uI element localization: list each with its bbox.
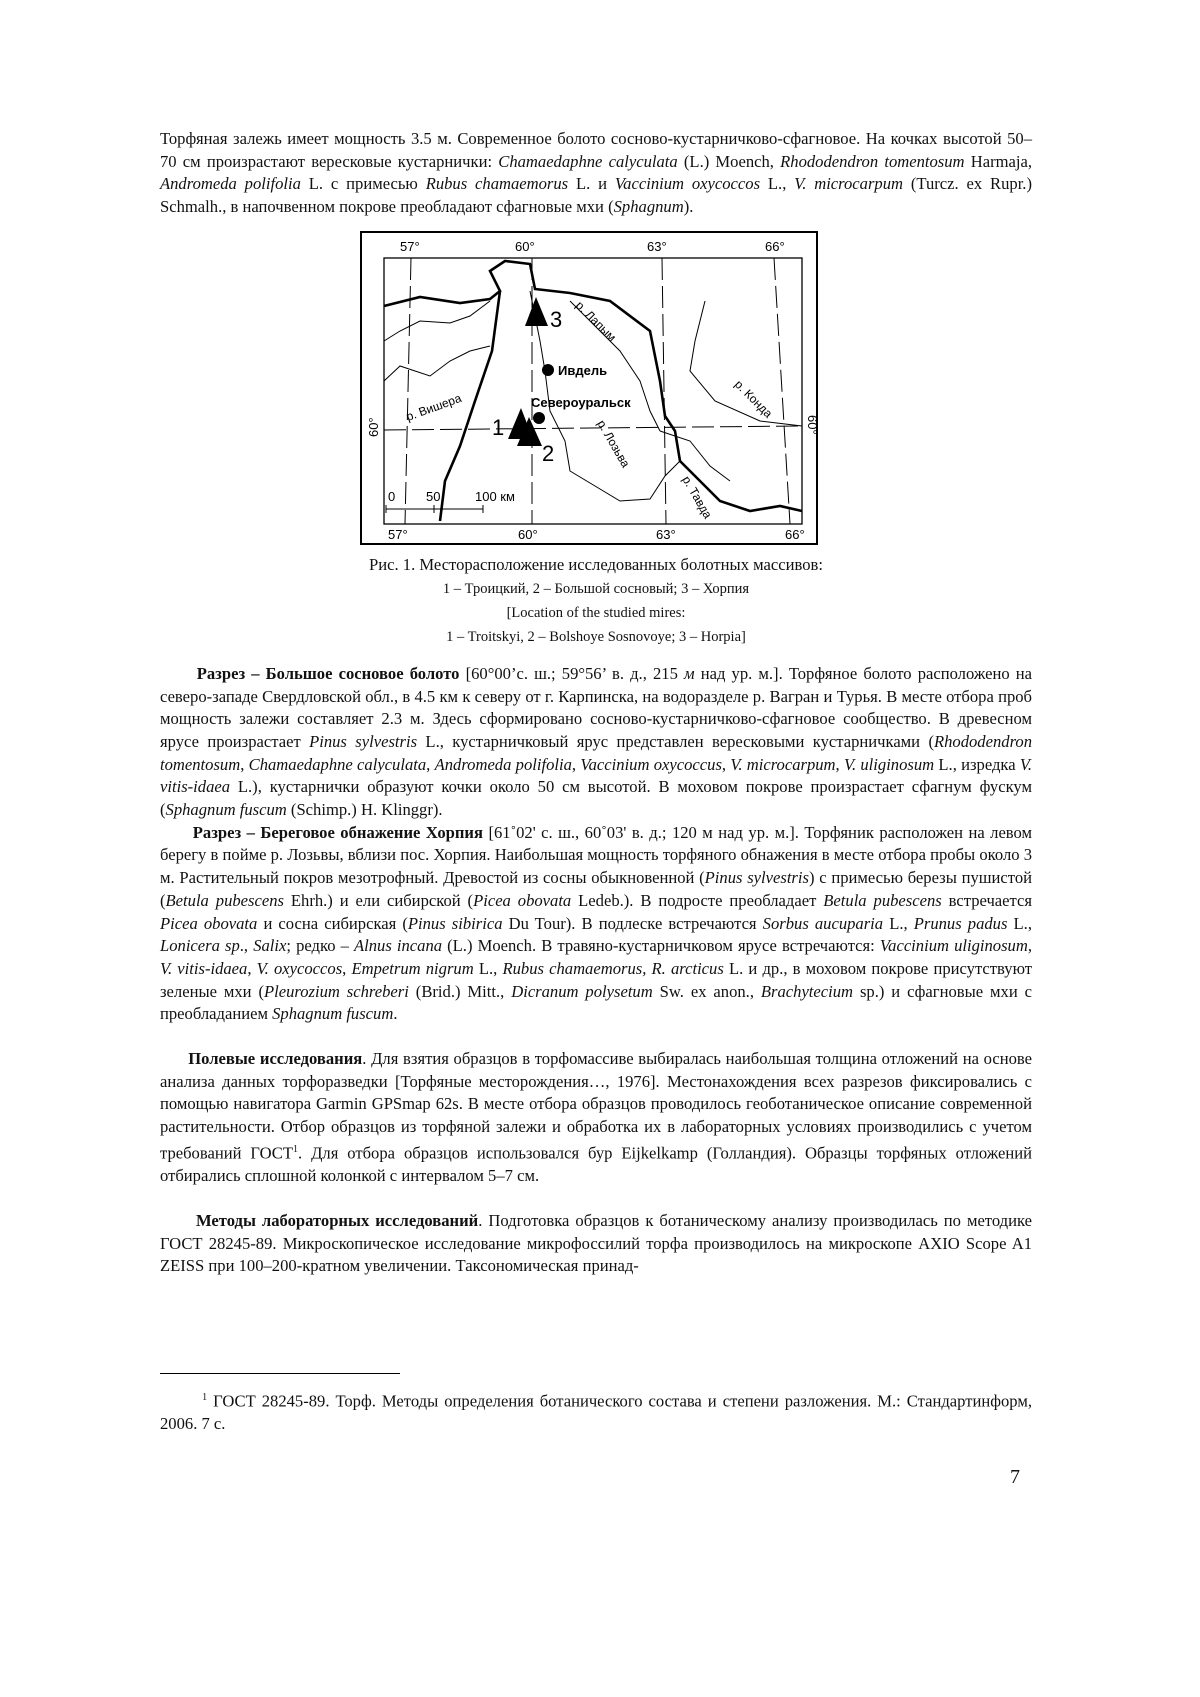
text-run: L., кустарничковый ярус представлен вересковыми кустарничками ( xyxy=(417,731,934,751)
latin-name: Rubus chamaemorus, R. arcticus xyxy=(502,958,724,978)
river-label: р. Лапым xyxy=(572,298,620,345)
text-run: sp.) и сфагновые мхи с преобладанием xyxy=(160,981,1032,1024)
latin-name: V. vitis-idaea xyxy=(160,754,1033,797)
footnote-text: ГОСТ 28245-89. Торф. Методы определения ботанического состава и степени разложения. М.: Стандартинформ, 2006. 7 с. xyxy=(160,1391,1032,1434)
lon-label: 66° xyxy=(785,526,805,542)
latin-name: V. vitis-idaea xyxy=(160,958,248,978)
river-label: р. Лозьва xyxy=(594,417,633,470)
latin-name: Betula pubescens xyxy=(165,890,284,910)
text-run: L., xyxy=(883,913,914,933)
text-run: , xyxy=(571,754,581,774)
text-run: (L.) Moench, xyxy=(677,151,781,171)
section-heading: Полевые исследования xyxy=(188,1049,363,1069)
scale-label: 50 xyxy=(426,488,441,504)
latin-name: Salix xyxy=(253,936,287,956)
text-run: Sw. ex anon., xyxy=(652,981,761,1001)
latin-name: Chamaedaphne calyculata xyxy=(248,754,427,774)
paragraph-text xyxy=(160,822,1032,1026)
latin-name: Pinus sylvestris xyxy=(704,868,809,888)
latin-name: Betula pubescens xyxy=(823,890,942,910)
page-body xyxy=(160,128,1032,1278)
river-label: р. Вишера xyxy=(404,390,464,424)
paragraph-text xyxy=(160,663,1032,822)
footnote-mark: 1 xyxy=(202,1392,208,1403)
latin-name: Vaccinium uliginosum xyxy=(879,936,1028,956)
river-label: р. Тавда xyxy=(679,473,715,521)
text-run: , xyxy=(426,754,435,774)
text-run: ) с примесью березы пушистой ( xyxy=(160,868,1033,910)
lat-label: 60° xyxy=(805,414,820,435)
text-run: L. и xyxy=(568,174,615,194)
section-khorpia xyxy=(160,822,1032,1026)
text-run: , xyxy=(835,754,844,774)
paragraph-text xyxy=(160,1210,1032,1278)
lon-label: 57° xyxy=(400,238,420,254)
latin-name: Alnus incana xyxy=(353,936,443,956)
latin-name: Pinus sibirica xyxy=(407,913,503,933)
latin-name: Rhododendron tomentosum xyxy=(780,151,965,171)
text-run: , xyxy=(247,958,257,978)
site-label: 2 xyxy=(542,440,555,466)
section-heading: Разрез – Большое сосновое болото xyxy=(196,663,460,683)
scale-label: 100 км xyxy=(475,488,515,504)
city-marker xyxy=(542,364,554,376)
text-run: L.), кустарнички образуют кочки около 50 см высотой. В моховом покрове произрастает сфагнум фускум ( xyxy=(160,777,1032,820)
caption-title: Рис. 1. Месторасположение исследованных болотных массивов: xyxy=(369,554,823,574)
city-label: Ивдель xyxy=(558,362,608,378)
latin-name: V. uliginosum xyxy=(843,754,935,774)
latin-name: м xyxy=(684,663,695,683)
text-run: (Turcz. ex Rupr.) Schmalh., в напочвенном покрове преобладают сфагновые мхи ( xyxy=(160,174,1032,217)
text-run: (Schimp.) H. Klinggr). xyxy=(286,800,443,820)
river-label: р. Конда xyxy=(731,377,776,421)
section-heading: Методы лабораторных исследований xyxy=(195,1210,479,1230)
latin-name: Sphagnum fuscum xyxy=(272,1004,394,1024)
caption-line: [Location of the studied mires: xyxy=(506,604,686,621)
latin-name: Sphagnum xyxy=(613,197,684,217)
text-run: L., xyxy=(473,958,503,978)
text-run: (Brid.) Mitt., xyxy=(408,981,512,1001)
scale-label: 0 xyxy=(388,488,396,504)
lon-label: 60° xyxy=(518,526,538,542)
text-run: [61˚02' с. ш., 60˚03' в. д.; 120 м над ур. м.]. Торфяник расположен на левом берегу в пойме р. Лозьвы, вблизи пос. Хорпия. Наибольшая мощность торфяного обнажения в месте отбора пробы около 3 м. Растительный покров мезотрофный. Древостой из сосны обыкновенной ( xyxy=(160,822,1033,888)
text-run: , xyxy=(240,754,249,774)
text-run: . xyxy=(393,1004,398,1024)
text-run: Ehrh.) и ели сибирской ( xyxy=(283,890,474,910)
text-run: . Для взятия образцов в торфомассиве выбиралась наибольшая толщина отложений на основе анализа данных торфоразведки [Торфяные месторождения…, 1976]. Местонахождения всех разрезов фиксировались с помощью навигатора Garmin GPSmap 62s. В месте отбора образцов проводилось геоботаническое описание современной растительности. Отбор образцов из торфяной залежи и обработка их в лабораторных условиях производились с учетом требований ГОСТ xyxy=(160,1049,1032,1163)
latin-name: Prunus padus xyxy=(913,913,1008,933)
text-run: Du Tour). В подлеске встречаются xyxy=(502,913,763,933)
latin-name: Andromeda polifolia xyxy=(434,754,572,774)
latin-name: Vaccinium oxycoccos xyxy=(614,174,761,194)
text-run: ; редко – xyxy=(286,936,354,956)
text-run: L., xyxy=(760,174,795,194)
latin-name: Andromeda polifolia xyxy=(160,174,301,194)
text-run: и сосна сибирская ( xyxy=(257,913,408,933)
latin-name: Rubus chamaemorus xyxy=(425,174,569,194)
text-run: L. с примесью xyxy=(300,174,426,194)
text-run: ., xyxy=(239,936,254,956)
latin-name: Lonicera sp xyxy=(160,936,240,956)
lon-label: 60° xyxy=(515,238,535,254)
section-bolshoe-sosnovoe xyxy=(160,663,1032,822)
city-marker xyxy=(533,412,545,424)
latin-name: Chamaedaphne calyculata xyxy=(498,151,678,171)
city-label: Североуральск xyxy=(531,394,631,410)
latin-name: Sorbus aucuparia xyxy=(762,913,884,933)
latin-name: V. oxycoccos xyxy=(256,958,343,978)
text-run: L., изредка xyxy=(934,754,1020,774)
paragraph-text xyxy=(160,128,1032,219)
text-run: , xyxy=(721,754,731,774)
latin-name: Brachytecium xyxy=(760,981,854,1001)
latin-name: Picea obovata xyxy=(473,890,572,910)
figure-caption xyxy=(160,553,1032,649)
caption-line: 1 – Troitskyi, 2 – Bolshoye Sosnovoye; 3 – Horpia] xyxy=(446,628,746,645)
text-run: L., xyxy=(1007,913,1032,933)
footnote xyxy=(160,1387,1032,1436)
text-run: , xyxy=(342,958,352,978)
text-run: (L.) Moench. В травяно-кустарничковом ярусе встречаются: xyxy=(442,936,880,956)
text-run: L. и др., в моховом покрове присутствуют зеленые мхи ( xyxy=(160,958,1033,1001)
text-run: над ур. м.]. Торфяное болото расположено на северо-западе Свердловской обл., в 4.5 км к северу от г. Карпинска, на водоразделе р. Вагран и Турья. В месте отбора проб мощность залежи составляет 2.3 м. Здесь сформировано сосново-кустарничково-сфагновое сообщество. В древесном ярусе произрастает xyxy=(160,663,1033,751)
intro-paragraph xyxy=(160,128,1032,219)
latin-name: Rhododendron tomentosum xyxy=(160,731,1032,774)
latin-name: Picea obovata xyxy=(160,913,258,933)
lat-label: 60° xyxy=(366,417,381,437)
text-run: . Подготовка образцов к ботаническому анализу производилась по методике ГОСТ 28245-89. Микроскопическое исследование микрофоссилий торфа производилось на микроскопе AXIO Scope A1 ZEISS при 100–200-кратном увеличении. Таксономическая принад- xyxy=(160,1210,1032,1276)
latin-name: Sphagnum fuscum xyxy=(165,800,287,820)
map-svg xyxy=(360,231,820,547)
paragraph-text xyxy=(160,1048,1032,1188)
text-run: встречается xyxy=(941,890,1032,910)
lon-label: 63° xyxy=(656,526,676,542)
text-run: [60°00’с. ш.; 59°56’ в. д., 215 xyxy=(459,663,684,683)
text-run: ). xyxy=(683,197,694,217)
site-label: 3 xyxy=(550,306,563,332)
text-run: , xyxy=(1027,936,1032,956)
caption-line: 1 – Троицкий, 2 – Большой сосновый; 3 – Хорпия xyxy=(442,580,750,597)
section-heading: Разрез – Береговое обнажение Хорпия xyxy=(192,822,483,842)
latin-name: Pinus sylvestris xyxy=(309,731,418,751)
text-run: Harmaja, xyxy=(964,151,1033,171)
section-lab-methods xyxy=(160,1210,1032,1278)
site-label: 1 xyxy=(492,414,505,440)
latin-name: Dicranum polysetum xyxy=(511,981,653,1001)
latin-name: Empetrum nigrum xyxy=(351,958,474,978)
text-run: . Для отбора образцов использовался бур Eijkelkamp (Голландия). Образцы торфяных отложений отбирались сплошной колонкой с интервалом 5–7 см. xyxy=(160,1143,1032,1186)
footnote-divider xyxy=(160,1373,400,1374)
lon-label: 63° xyxy=(647,238,667,254)
page-number: 7 xyxy=(1010,1466,1020,1488)
location-map xyxy=(360,231,820,547)
footnote-ref: 1 xyxy=(293,1143,298,1155)
text-run: Торфяная залежь имеет мощность 3.5 м. Современное болото сосново-кустарничково-сфагновое. На кочках высотой 50–70 см произрастают вересковые кустарнички: xyxy=(160,129,1032,171)
section-field-research xyxy=(160,1048,1032,1188)
latin-name: Vaccinium oxycoccus xyxy=(580,754,722,774)
latin-name: V. microcarpum xyxy=(730,754,836,774)
text-run: Ledeb.). В подросте преобладает xyxy=(571,890,824,910)
latin-name: V. microcarpum xyxy=(794,174,904,194)
lon-label: 57° xyxy=(388,526,408,542)
latin-name: Pleurozium schreberi xyxy=(264,981,409,1001)
lon-label: 66° xyxy=(765,238,785,254)
